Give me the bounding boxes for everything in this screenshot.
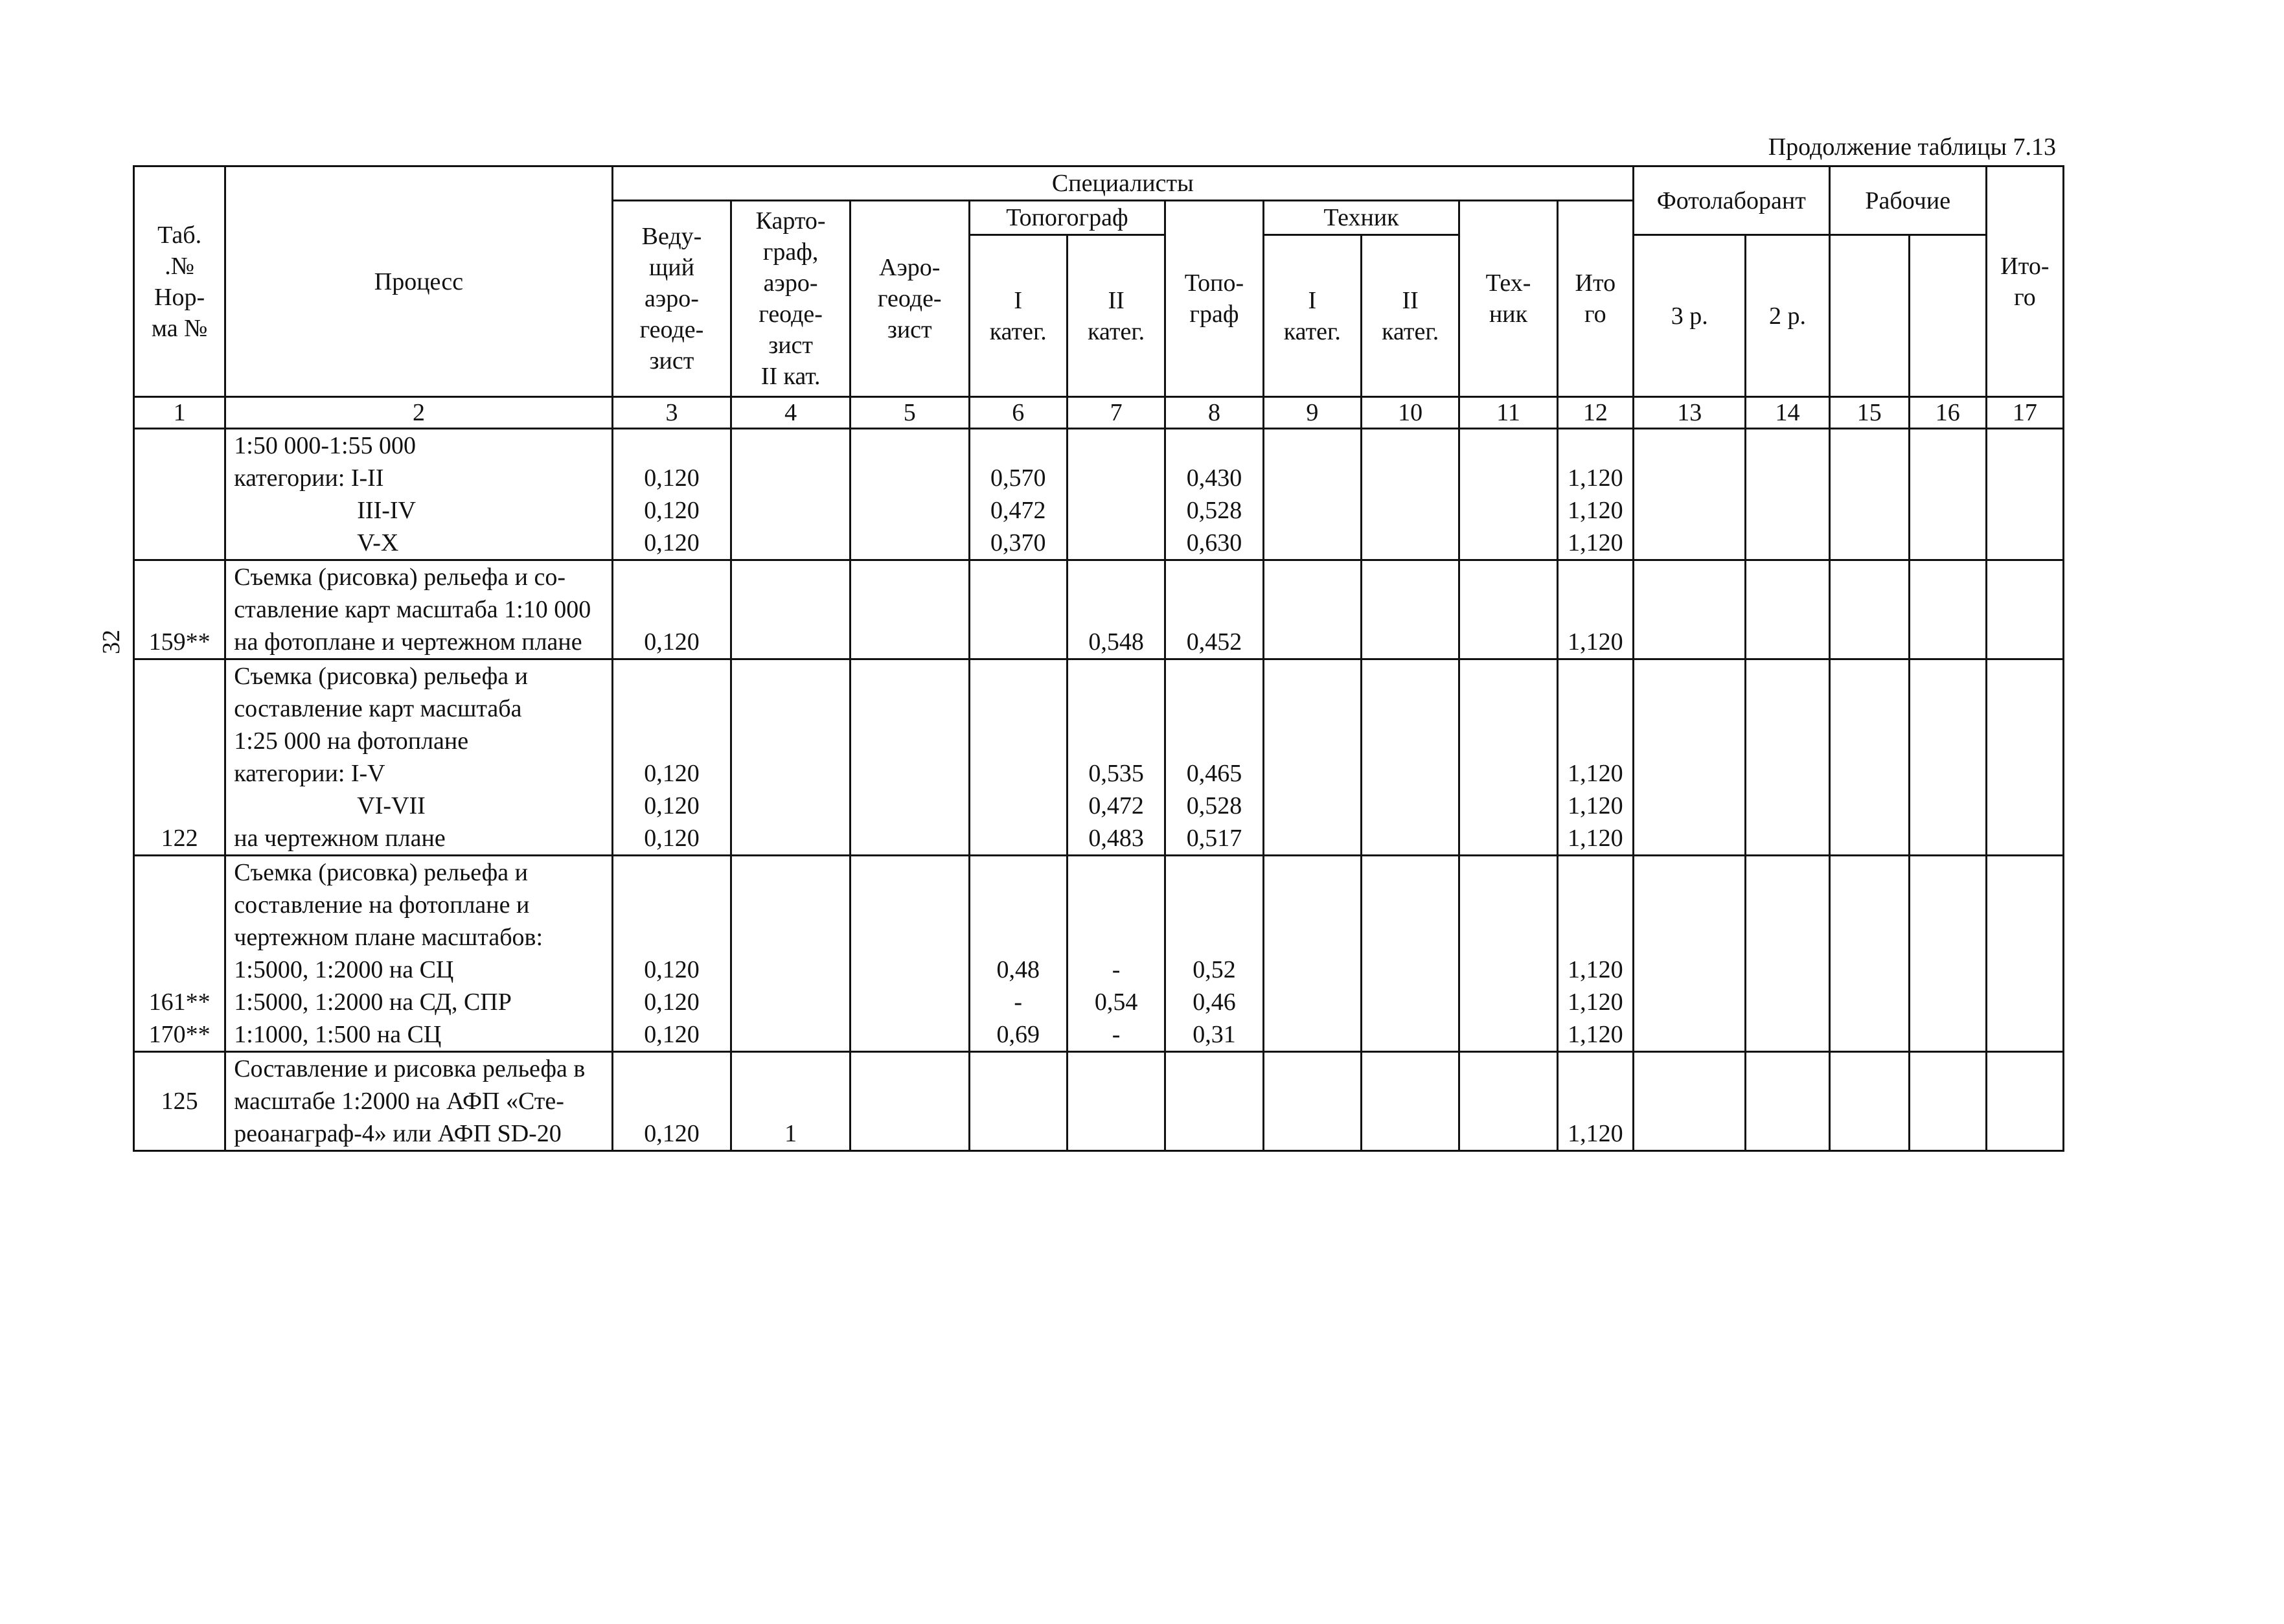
process-description: Съемка (рисовка) рельефа и составление на фотоплане и чертежном плане масштабов: 1:5000, 1:2000 на СЦ 1:5000, 1:2000 на СД, СПР 1:1000, 1:500 на СЦ — [225, 856, 612, 1052]
process-description — [225, 659, 612, 856]
technician-value — [1459, 856, 1557, 1052]
empty-cell — [1909, 659, 1986, 856]
column-number: 2 — [225, 397, 612, 429]
topographer-value — [1165, 1052, 1263, 1151]
empty-cell — [1746, 1052, 1829, 1151]
header-process: Процесс — [225, 166, 612, 397]
header-specialists: Специалисты — [612, 166, 1633, 201]
technician-value — [1459, 560, 1557, 659]
empty-cell — [1829, 1052, 1909, 1151]
topographer-value: 0,452 — [1165, 560, 1263, 659]
header-total: Ито- го — [1986, 166, 2063, 397]
empty-cell — [1829, 560, 1909, 659]
tech-cat1-value — [1263, 856, 1361, 1052]
topo-cat2-value — [1067, 1052, 1165, 1151]
process-line: на чертежном плане — [234, 825, 446, 852]
empty-cell — [1746, 856, 1829, 1052]
topo-cat2-value: 0,535 0,472 0,483 — [1067, 659, 1165, 856]
empty-cell — [1909, 1052, 1986, 1151]
column-number: 7 — [1067, 397, 1165, 429]
norm-code: 122 — [134, 659, 225, 856]
cartographer-value — [731, 560, 851, 659]
tech-cat1-value — [1263, 1052, 1361, 1151]
lead-aerogeodesist-value: 0,120 0,120 0,120 — [612, 429, 731, 560]
column-number: 13 — [1633, 397, 1746, 429]
process-line: Съемка (рисовка) рельефа и — [234, 663, 528, 690]
empty-cell — [1986, 560, 2063, 659]
header-technician-group: Техник — [1263, 201, 1459, 235]
empty-cell — [1829, 856, 1909, 1052]
table-row — [134, 659, 2064, 856]
table-row — [134, 429, 2064, 560]
technician-value — [1459, 429, 1557, 560]
tech-cat2-value — [1362, 429, 1459, 560]
tech-cat1-value — [1263, 659, 1361, 856]
header-tech-cat2: II катег. — [1362, 235, 1459, 397]
cartographer-value — [731, 659, 851, 856]
header-topographer: Топо- граф — [1165, 201, 1263, 397]
header-workers-a — [1829, 235, 1909, 397]
header-tab-norm: Таб. .№ Нор- ма № — [134, 166, 225, 397]
header-aerogeodesist: Аэро- геоде- зист — [850, 201, 969, 397]
norm-code: 159** — [134, 560, 225, 659]
column-number: 9 — [1263, 397, 1361, 429]
topo-cat2-value: - 0,54 - — [1067, 856, 1165, 1052]
table-continuation-label: Продолжение таблицы 7.13 — [1768, 133, 2056, 161]
header-cartographer: Карто- граф, аэро- геоде- зист II кат. — [731, 201, 851, 397]
header-lead-aerogeodesist: Веду- щий аэро- геоде- зист — [612, 201, 731, 397]
page-number: 32 — [98, 630, 125, 654]
column-number: 17 — [1986, 397, 2063, 429]
subtotal-value: 1,120 1,120 1,120 — [1557, 856, 1633, 1052]
process-line: категории: I-II — [234, 464, 384, 492]
cartographer-value: 1 — [731, 1052, 851, 1151]
aerogeodesist-value — [850, 1052, 969, 1151]
empty-cell — [1746, 659, 1829, 856]
topographer-value: 0,430 0,528 0,630 — [1165, 429, 1263, 560]
column-number: 14 — [1746, 397, 1829, 429]
header-workers-b — [1909, 235, 1986, 397]
empty-cell — [1633, 1052, 1746, 1151]
empty-cell — [1986, 429, 2063, 560]
topo-cat2-value: 0,548 — [1067, 560, 1165, 659]
technician-value — [1459, 1052, 1557, 1151]
header-topographer-group: Топогограф — [969, 201, 1165, 235]
process-line: категории: I-V — [234, 760, 385, 787]
cartographer-value — [731, 856, 851, 1052]
topo-cat1-value — [969, 1052, 1067, 1151]
empty-cell — [1746, 429, 1829, 560]
empty-cell — [1746, 560, 1829, 659]
subtotal-value: 1,120 — [1557, 1052, 1633, 1151]
empty-cell — [1633, 856, 1746, 1052]
process-line: 1:50 000-1:55 000 — [234, 432, 417, 459]
column-number: 10 — [1362, 397, 1459, 429]
column-number: 5 — [850, 397, 969, 429]
subtotal-value: 1,120 1,120 1,120 — [1557, 429, 1633, 560]
header-technician: Тех- ник — [1459, 201, 1557, 397]
norm-code — [134, 429, 225, 560]
column-number: 16 — [1909, 397, 1986, 429]
process-line: V-X — [357, 529, 399, 556]
lead-aerogeodesist-value: 0,120 0,120 0,120 — [612, 659, 731, 856]
subtotal-value: 1,120 1,120 1,120 — [1557, 659, 1633, 856]
column-number: 11 — [1459, 397, 1557, 429]
table-row — [134, 560, 2064, 659]
process-line: VI-VII — [357, 792, 426, 819]
topo-cat2-value — [1067, 429, 1165, 560]
header-photolab: Фотолаборант — [1633, 166, 1829, 235]
lead-aerogeodesist-value: 0,120 0,120 0,120 — [612, 856, 731, 1052]
topographer-value: 0,465 0,528 0,517 — [1165, 659, 1263, 856]
header-photolab-3: 3 р. — [1633, 235, 1746, 397]
column-number: 8 — [1165, 397, 1263, 429]
specialists-norms-table — [133, 165, 2064, 1152]
norm-code: 161** 170** — [134, 856, 225, 1052]
column-number: 12 — [1557, 397, 1633, 429]
column-number: 4 — [731, 397, 851, 429]
empty-cell — [1986, 856, 2063, 1052]
empty-cell — [1633, 429, 1746, 560]
topographer-value: 0,52 0,46 0,31 — [1165, 856, 1263, 1052]
lead-aerogeodesist-value: 0,120 — [612, 1052, 731, 1151]
cartographer-value — [731, 429, 851, 560]
column-number: 6 — [969, 397, 1067, 429]
header-photolab-2: 2 р. — [1746, 235, 1829, 397]
empty-cell — [1633, 560, 1746, 659]
process-line: 1:25 000 на фотоплане — [234, 727, 469, 755]
tech-cat1-value — [1263, 560, 1361, 659]
topo-cat1-value: 0,48 - 0,69 — [969, 856, 1067, 1052]
process-description — [225, 429, 612, 560]
aerogeodesist-value — [850, 560, 969, 659]
empty-cell — [1633, 659, 1746, 856]
topo-cat1-value: 0,570 0,472 0,370 — [969, 429, 1067, 560]
topo-cat1-value — [969, 560, 1067, 659]
header-tech-cat1: I катег. — [1263, 235, 1361, 397]
norm-code: 125 — [134, 1052, 225, 1151]
technician-value — [1459, 659, 1557, 856]
header-subtotal: Ито го — [1557, 201, 1633, 397]
tech-cat2-value — [1362, 659, 1459, 856]
aerogeodesist-value — [850, 856, 969, 1052]
empty-cell — [1986, 1052, 2063, 1151]
topo-cat1-value — [969, 659, 1067, 856]
empty-cell — [1909, 560, 1986, 659]
empty-cell — [1909, 429, 1986, 560]
table-row — [134, 856, 2064, 1052]
process-line: III-IV — [357, 497, 416, 524]
column-number: 15 — [1829, 397, 1909, 429]
process-description: Составление и рисовка рельефа в масштабе 1:2000 на АФП «Сте- реоанаграф-4» или АФП SD-20 — [225, 1052, 612, 1151]
subtotal-value: 1,120 — [1557, 560, 1633, 659]
tech-cat2-value — [1362, 1052, 1459, 1151]
column-number: 1 — [134, 397, 225, 429]
empty-cell — [1986, 659, 2063, 856]
process-line: составление карт масштаба — [234, 695, 522, 722]
tech-cat1-value — [1263, 429, 1361, 560]
table-row — [134, 1052, 2064, 1151]
aerogeodesist-value — [850, 429, 969, 560]
tech-cat2-value — [1362, 560, 1459, 659]
empty-cell — [1909, 856, 1986, 1052]
header-topo-cat2: II катег. — [1067, 235, 1165, 397]
tech-cat2-value — [1362, 856, 1459, 1052]
aerogeodesist-value — [850, 659, 969, 856]
lead-aerogeodesist-value: 0,120 — [612, 560, 731, 659]
header-workers: Рабочие — [1829, 166, 1986, 235]
header-topo-cat1: I катег. — [969, 235, 1067, 397]
column-number: 3 — [612, 397, 731, 429]
empty-cell — [1829, 659, 1909, 856]
empty-cell — [1829, 429, 1909, 560]
process-description: Съемка (рисовка) рельефа и со- ставление карт масштаба 1:10 000 на фотоплане и чертежном плане — [225, 560, 612, 659]
